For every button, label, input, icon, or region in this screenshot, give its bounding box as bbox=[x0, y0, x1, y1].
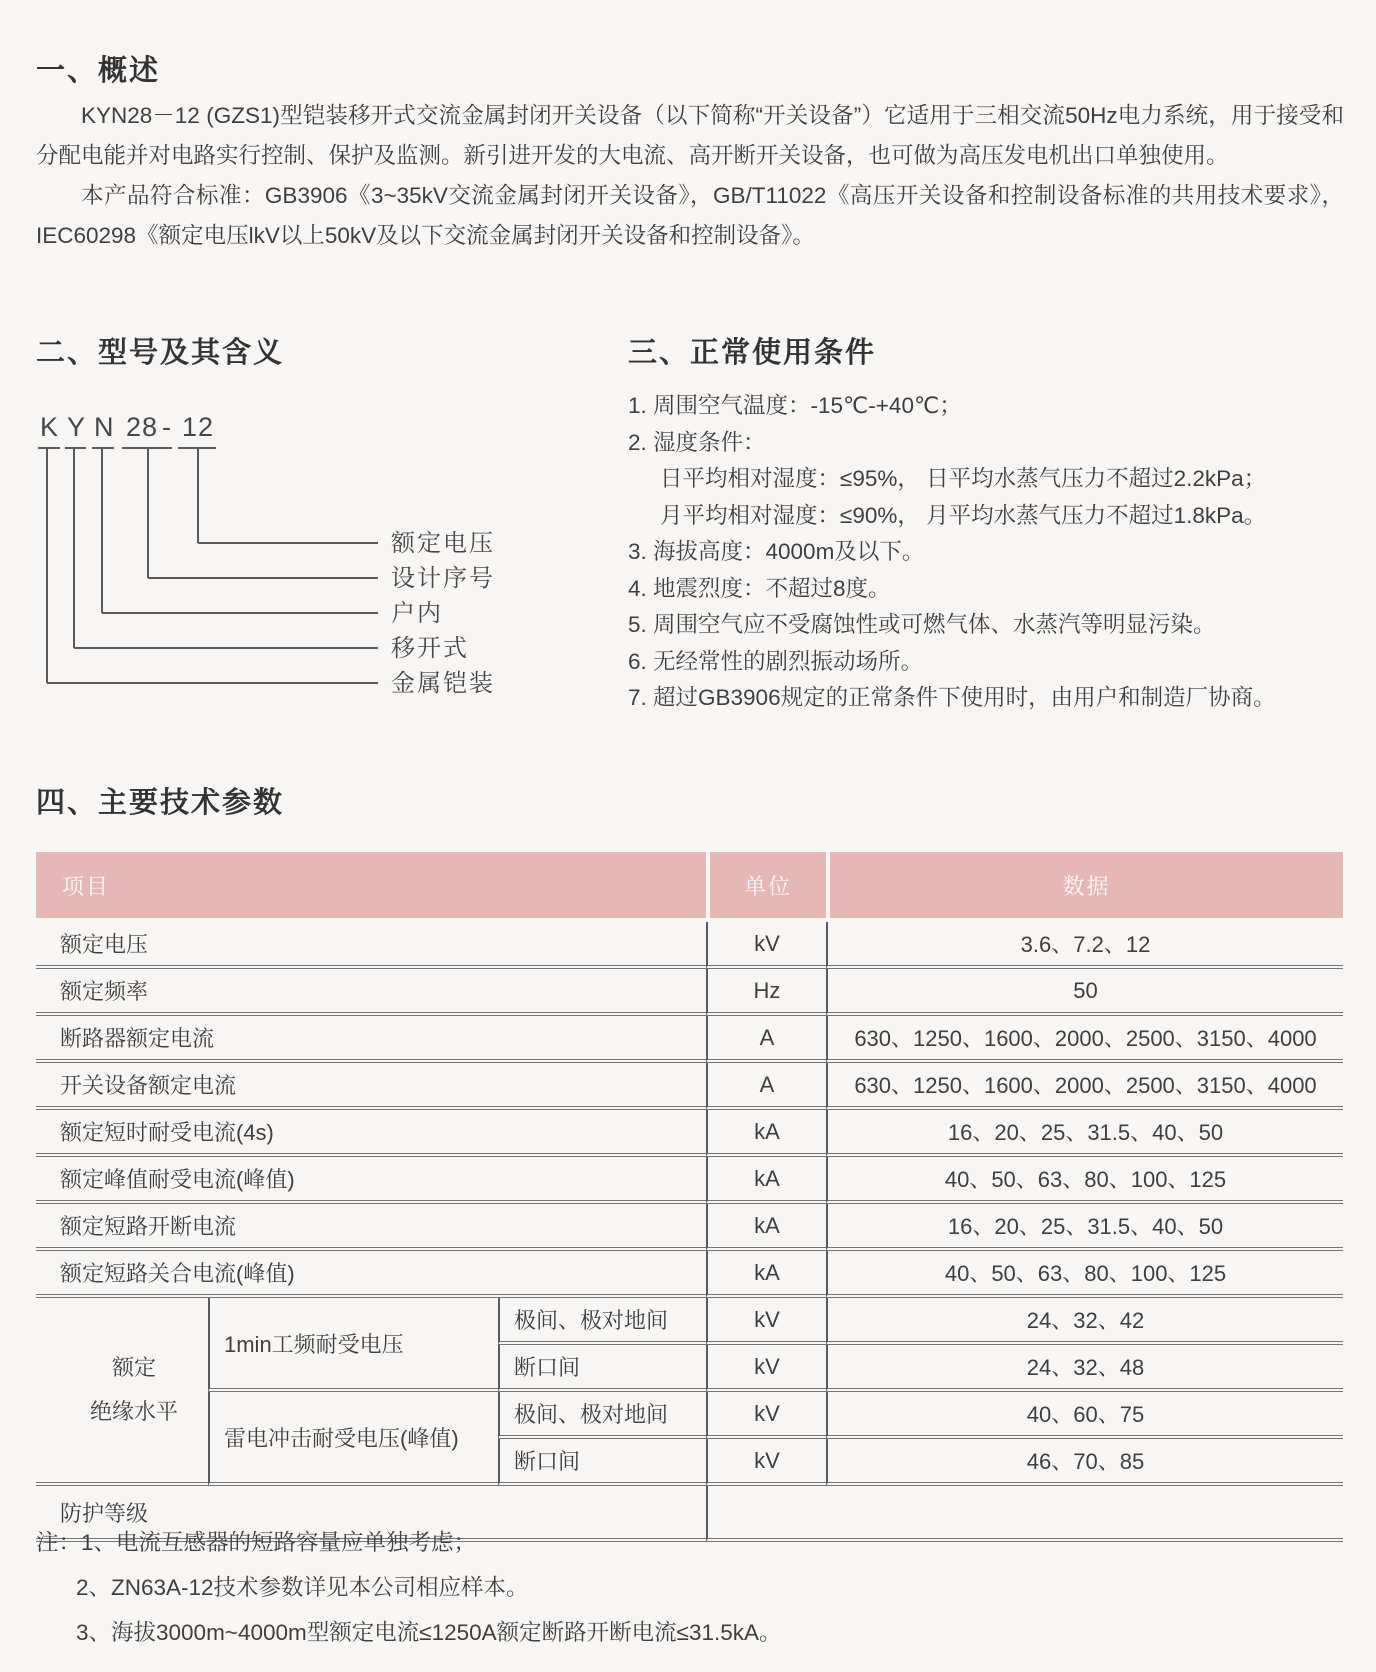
model-code-letter-y: Y bbox=[67, 412, 87, 442]
row-data-empty bbox=[706, 1486, 1343, 1542]
row-unit: kA bbox=[706, 1157, 826, 1204]
row-data: 40、60、75 bbox=[826, 1392, 1343, 1439]
section1-title: 一、概述 bbox=[36, 55, 161, 87]
row-data: 3.6、7.2、12 bbox=[826, 922, 1343, 969]
insulation-subgroup-label: 雷电冲击耐受电压(峰值) bbox=[208, 1392, 498, 1486]
row-data: 40、50、63、80、100、125 bbox=[826, 1251, 1343, 1298]
row-item: 额定短路开断电流 bbox=[36, 1204, 706, 1251]
notes-block bbox=[36, 1520, 782, 1655]
condition-item: 3. 海拔高度：4000m及以下。 bbox=[628, 539, 925, 564]
model-code-dash: - bbox=[162, 412, 172, 442]
technical-parameters-table bbox=[36, 852, 1343, 1542]
overview-paragraph-1: KYN28－12 (GZS1)型铠装移开式交流金属封闭开关设备（以下简称“开关设备”）它适用于三相交流50Hz电力系统，用于接受和分配电能并对电路实行控制、保护及监测。新引进开发的大电流、高开断开关设备，也可做为高压发电机出口单独使用。 bbox=[36, 103, 1344, 168]
row-unit: kV bbox=[706, 922, 826, 969]
row-data: 16、20、25、31.5、40、50 bbox=[826, 1110, 1343, 1157]
row-data: 630、1250、1600、2000、2500、3150、4000 bbox=[826, 1063, 1343, 1110]
row-scope: 极间、极对地间 bbox=[498, 1298, 706, 1345]
overview-paragraph-2: 本产品符合标准：GB3906《3~35kV交流金属封闭开关设备》，GB/T11022《高压开关设备和控制设备标准的共用技术要求》，IEC60298《额定电压lkV以上50kV及以下交流金属封闭开关设备和控制设备》。 bbox=[36, 183, 1344, 248]
row-scope: 断口间 bbox=[498, 1345, 706, 1392]
table-row bbox=[36, 1110, 1343, 1157]
label-design-serial: 设计序号 bbox=[391, 565, 495, 592]
table-row bbox=[36, 1392, 1343, 1439]
row-unit: kA bbox=[706, 1110, 826, 1157]
header-item: 项目 bbox=[36, 852, 706, 922]
section2-title: 二、型号及其含义 bbox=[36, 337, 285, 369]
condition-item: 4. 地震烈度：不超过8度。 bbox=[628, 575, 891, 601]
overview-paragraphs bbox=[36, 96, 1344, 256]
model-code-letter-k: K bbox=[40, 412, 60, 442]
row-unit: kV bbox=[706, 1392, 826, 1439]
condition-item: 5. 周围空气应不受腐蚀性或可燃气体、水蒸汽等明显污染。 bbox=[628, 612, 1216, 637]
insulation-group-label bbox=[36, 1298, 208, 1486]
section4-title: 四、主要技术参数 bbox=[36, 787, 285, 819]
model-code-number-12: 12 bbox=[182, 412, 215, 442]
row-item: 防护等级 bbox=[36, 1486, 706, 1542]
model-code-number-28: 28 bbox=[126, 412, 159, 442]
condition-item: 2. 湿度条件： bbox=[628, 429, 766, 455]
row-unit: A bbox=[706, 1063, 826, 1110]
section3-title: 三、正常使用条件 bbox=[628, 337, 877, 369]
insulation-group-line1: 额定 bbox=[111, 1355, 156, 1380]
row-item: 额定频率 bbox=[36, 969, 706, 1016]
row-data: 50 bbox=[826, 969, 1343, 1016]
header-data: 数据 bbox=[826, 852, 1343, 922]
table-header-row bbox=[36, 852, 1343, 922]
row-item: 断路器额定电流 bbox=[36, 1016, 706, 1063]
header-unit: 单位 bbox=[706, 852, 826, 922]
row-data: 24、32、48 bbox=[826, 1345, 1343, 1392]
condition-item: 6. 无经常性的剧烈振动场所。 bbox=[628, 648, 924, 674]
row-item: 额定短时耐受电流(4s) bbox=[36, 1110, 706, 1157]
table-row bbox=[36, 922, 1343, 969]
condition-item: 1. 周围空气温度：-15℃-+40℃； bbox=[628, 393, 962, 418]
note-line: 注：1、电流互感器的短路容量应单独考虑； bbox=[36, 1530, 477, 1555]
row-scope: 极间、极对地间 bbox=[498, 1392, 706, 1439]
row-unit: kA bbox=[706, 1204, 826, 1251]
row-item: 额定峰值耐受电流(峰值) bbox=[36, 1157, 706, 1204]
table-row bbox=[36, 1016, 1343, 1063]
table-row bbox=[36, 1298, 1343, 1345]
row-unit: kA bbox=[706, 1251, 826, 1298]
row-data: 630、1250、1600、2000、2500、3150、4000 bbox=[826, 1016, 1343, 1063]
row-unit: kV bbox=[706, 1345, 826, 1392]
row-unit: A bbox=[706, 1016, 826, 1063]
row-item: 额定短路关合电流(峰值) bbox=[36, 1251, 706, 1298]
condition-item: 日平均相对湿度：≤95%， 日平均水蒸气压力不超过2.2kPa； bbox=[660, 466, 1267, 491]
usage-conditions-list bbox=[628, 388, 1348, 717]
row-unit: Hz bbox=[706, 969, 826, 1016]
row-data: 24、32、42 bbox=[826, 1298, 1343, 1345]
condition-item: 月平均相对湿度：≤90%， 月平均水蒸气压力不超过1.8kPa。 bbox=[660, 502, 1267, 528]
note-line: 2、ZN63A-12技术参数详见本公司相应样本。 bbox=[76, 1575, 529, 1600]
label-metal-clad: 金属铠装 bbox=[391, 670, 495, 697]
table-row bbox=[36, 1157, 1343, 1204]
label-indoor: 户内 bbox=[391, 600, 443, 627]
model-code-diagram bbox=[36, 392, 676, 704]
row-scope: 断口间 bbox=[498, 1439, 706, 1486]
table-row bbox=[36, 969, 1343, 1016]
condition-item: 7. 超过GB3906规定的正常条件下使用时，由用户和制造厂协商。 bbox=[628, 685, 1276, 710]
row-data: 16、20、25、31.5、40、50 bbox=[826, 1204, 1343, 1251]
insulation-subgroup-label: 1min工频耐受电压 bbox=[208, 1298, 498, 1392]
row-data: 46、70、85 bbox=[826, 1439, 1343, 1486]
table-row bbox=[36, 1251, 1343, 1298]
row-unit: kV bbox=[706, 1439, 826, 1486]
model-code-letter-n: N bbox=[94, 412, 115, 442]
row-unit: kV bbox=[706, 1298, 826, 1345]
table-row bbox=[36, 1063, 1343, 1110]
label-rated-voltage: 额定电压 bbox=[391, 530, 495, 557]
note-line: 3、海拔3000m~4000m型额定电流≤1250A额定断路开断电流≤31.5kA。 bbox=[76, 1620, 782, 1645]
insulation-group-line2: 绝缘水平 bbox=[89, 1399, 178, 1424]
row-data: 40、50、63、80、100、125 bbox=[826, 1157, 1343, 1204]
label-withdrawable: 移开式 bbox=[391, 635, 469, 662]
table-row bbox=[36, 1204, 1343, 1251]
row-item: 额定电压 bbox=[36, 922, 706, 969]
row-item: 开关设备额定电流 bbox=[36, 1063, 706, 1110]
